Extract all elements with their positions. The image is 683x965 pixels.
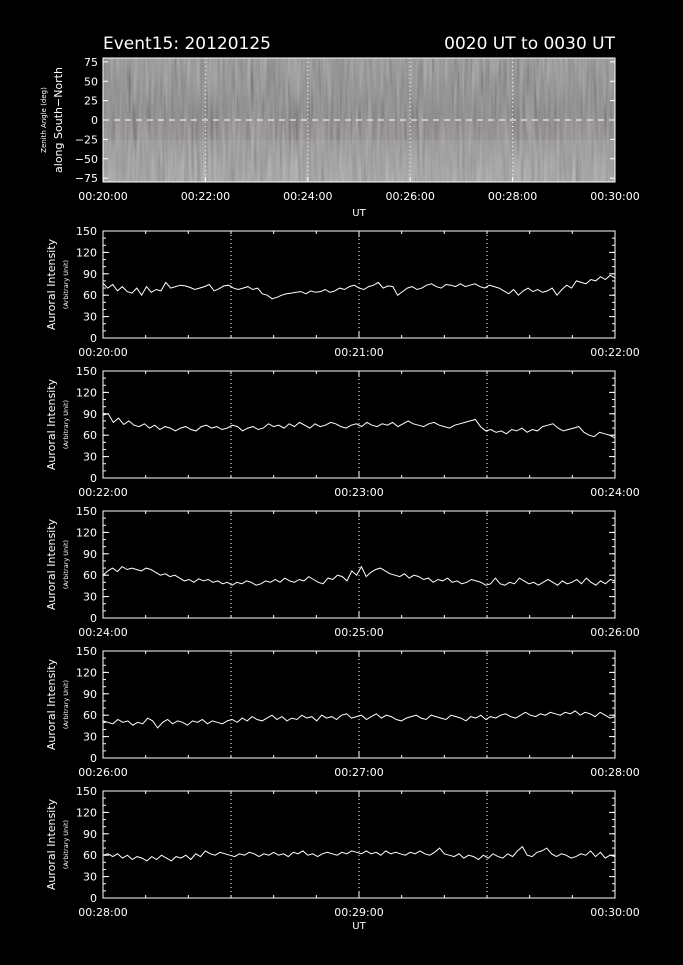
- ytick-label: 150: [76, 505, 97, 518]
- intensity-panel-5: [45, 785, 640, 932]
- ytick-label: 30: [83, 870, 97, 884]
- keogram-ylabel-top: Zenith Angle (deg): [40, 87, 48, 153]
- intensity-series-line: [103, 414, 615, 438]
- ytick-label: 30: [83, 730, 97, 744]
- ytick-label: 60: [83, 849, 97, 863]
- ytick-label: 0: [90, 892, 97, 905]
- intensity-panel-3: [45, 505, 640, 639]
- xtick-label: 00:28:00: [590, 766, 640, 779]
- figure-title: Event15: 20120125: [103, 34, 271, 54]
- xtick-label: 00:26:00: [590, 626, 640, 639]
- ytick-label: 90: [83, 687, 97, 701]
- keogram-ytick-label: −75: [74, 172, 98, 186]
- keogram-ylabel-bottom: along South−North: [52, 67, 65, 173]
- keogram-ytick-label: 50: [84, 75, 98, 89]
- keogram-ytick-label: 75: [84, 55, 98, 69]
- keogram-bright-band: [103, 140, 615, 182]
- ytick-label: 60: [83, 289, 97, 303]
- panel-ylabel-sub: (Arbitrary Unit): [62, 679, 70, 730]
- xtick-label: 00:28:00: [78, 906, 128, 919]
- xtick-label: 00:22:00: [78, 486, 128, 499]
- ytick-label: 90: [83, 407, 97, 421]
- panel-ylabel: Auroral Intensity: [45, 798, 58, 891]
- ytick-label: 90: [83, 547, 97, 561]
- panel-ylabel: Auroral Intensity: [45, 378, 58, 471]
- xtick-label: 00:25:00: [334, 626, 384, 639]
- panel-ylabel-sub: (Arbitrary Unit): [62, 539, 70, 590]
- ytick-label: 120: [76, 806, 97, 820]
- intensity-panel-2: [45, 365, 640, 499]
- panel-ylabel: Auroral Intensity: [45, 238, 58, 331]
- ytick-label: 60: [83, 429, 97, 443]
- keogram-ytick-label: −50: [74, 152, 98, 166]
- ytick-label: 0: [90, 332, 97, 345]
- ytick-label: 30: [83, 450, 97, 464]
- intensity-panel-4: [45, 645, 640, 779]
- keogram-xtick-label: 00:26:00: [385, 190, 435, 203]
- ytick-label: 0: [90, 612, 97, 625]
- xtick-label: 00:27:00: [334, 766, 384, 779]
- ytick-label: 150: [76, 645, 97, 658]
- panel-ylabel-sub: (Arbitrary Unit): [62, 399, 70, 450]
- xtick-label: 00:29:00: [334, 906, 384, 919]
- keogram-xtick-label: 00:28:00: [487, 190, 538, 203]
- ytick-label: 120: [76, 526, 97, 540]
- ytick-label: 30: [83, 590, 97, 604]
- ytick-label: 30: [83, 310, 97, 324]
- xtick-label: 00:22:00: [590, 346, 640, 359]
- keogram-panel: [40, 56, 640, 219]
- keogram-xtick-label: 00:30:00: [590, 190, 640, 203]
- panel-ylabel-sub: (Arbitrary Unit): [62, 259, 70, 310]
- ytick-label: 120: [76, 246, 97, 260]
- xtick-label: 00:20:00: [78, 346, 128, 359]
- xtick-label: 00:24:00: [590, 486, 640, 499]
- keogram-xtick-label: 00:20:00: [78, 190, 128, 203]
- keogram-ytick-label: 0: [91, 114, 98, 127]
- ytick-label: 150: [76, 225, 97, 238]
- panel-ylabel-sub: (Arbitrary Unit): [62, 819, 70, 870]
- keogram-ytick-label: 25: [84, 94, 98, 108]
- keogram-ytick-label: −25: [74, 133, 98, 147]
- xtick-label: 00:24:00: [78, 626, 128, 639]
- ytick-label: 150: [76, 365, 97, 378]
- ytick-label: 60: [83, 709, 97, 723]
- ytick-label: 90: [83, 267, 97, 281]
- ytick-label: 150: [76, 785, 97, 798]
- ytick-label: 0: [90, 752, 97, 765]
- ytick-label: 60: [83, 569, 97, 583]
- xtick-label: 00:23:00: [334, 486, 384, 499]
- time-range-label: 0020 UT to 0030 UT: [444, 34, 615, 54]
- intensity-series-line: [103, 847, 615, 861]
- xtick-label: 00:21:00: [334, 346, 384, 359]
- keogram-xtick-label: 00:24:00: [283, 190, 333, 203]
- keogram-xlabel: UT: [352, 208, 366, 219]
- ytick-label: 0: [90, 472, 97, 485]
- ytick-label: 120: [76, 386, 97, 400]
- panel-ylabel: Auroral Intensity: [45, 658, 58, 751]
- xtick-label: 00:30:00: [590, 906, 640, 919]
- ytick-label: 90: [83, 827, 97, 841]
- panel-ylabel: Auroral Intensity: [45, 518, 58, 611]
- intensity-panel-1: [45, 225, 640, 359]
- ytick-label: 120: [76, 666, 97, 680]
- xtick-label: 00:26:00: [78, 766, 128, 779]
- panel-xlabel: UT: [352, 921, 366, 932]
- keogram-xtick-label: 00:22:00: [180, 190, 231, 203]
